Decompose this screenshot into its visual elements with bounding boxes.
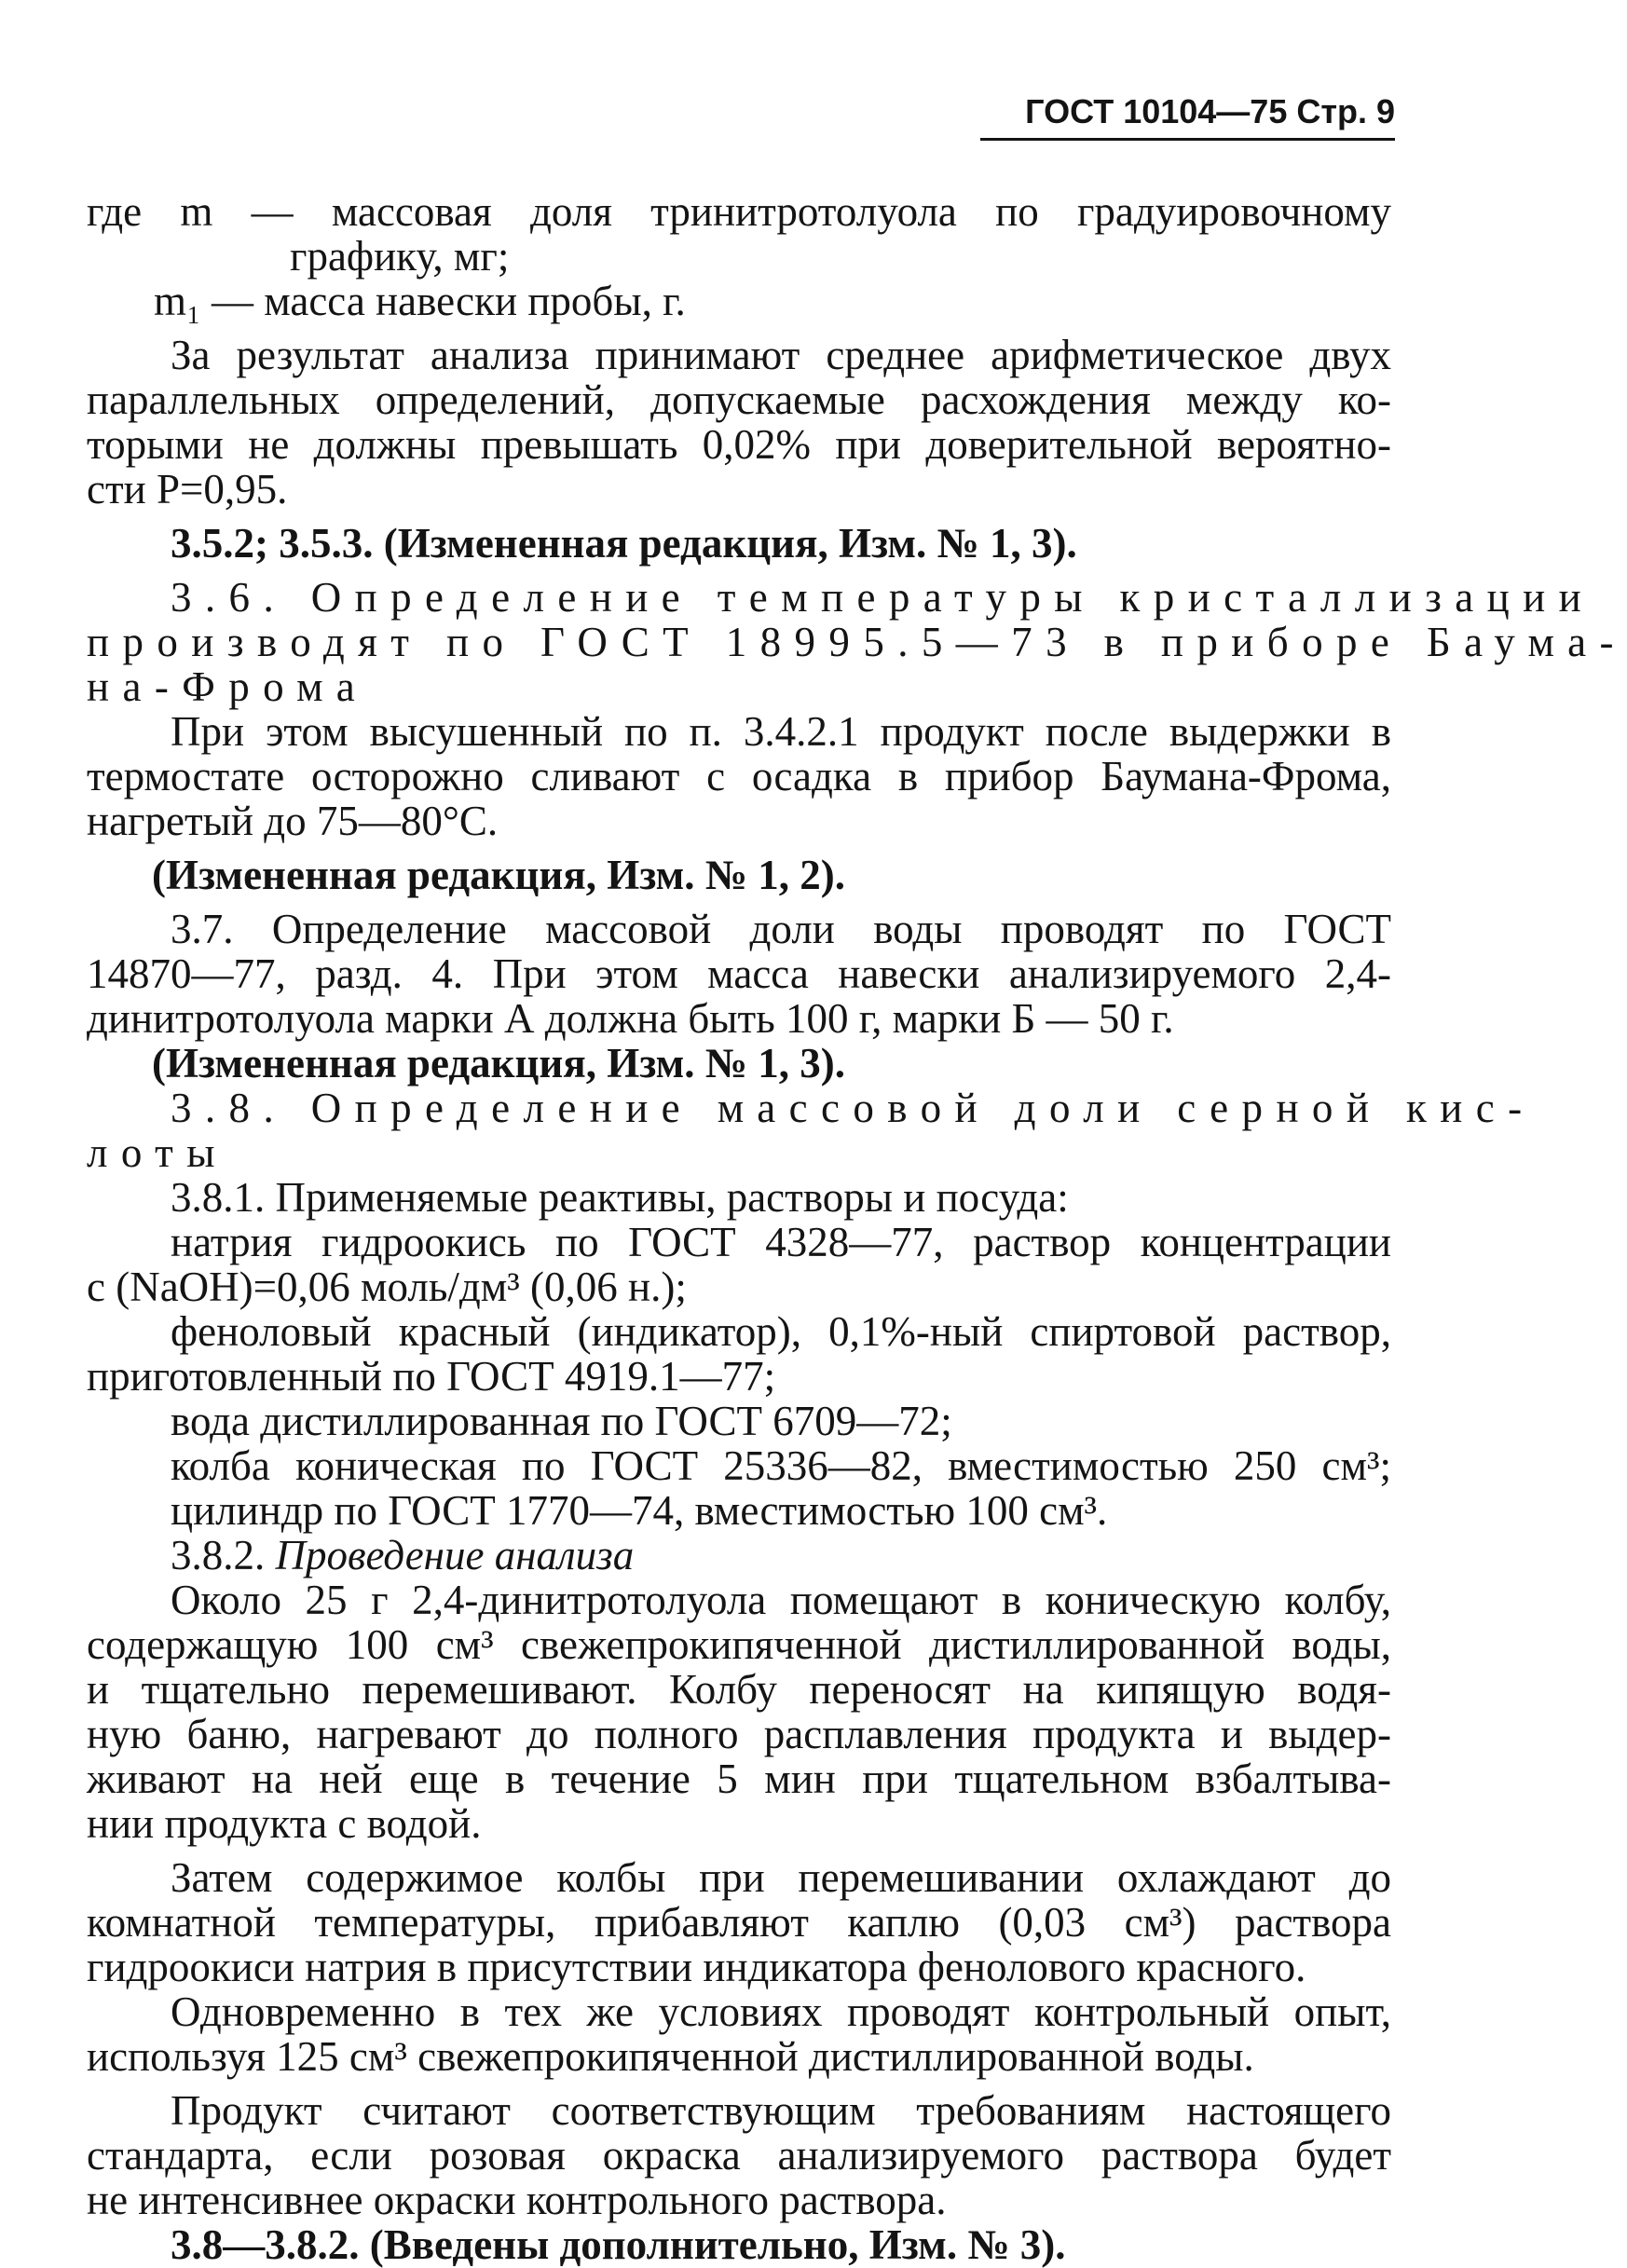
paragraph-line: При этом высушенный по п. 3.4.2.1 продукт после выдержки в — [171, 708, 1391, 755]
paragraph-line: Затем содержимое колбы при перемешивании охлаждают до — [171, 1854, 1391, 1901]
subsection-title: Проведение анализа — [275, 1532, 635, 1578]
definition-m1: m₁ — масса навески пробы, г. — [154, 278, 686, 324]
section-heading: на-Фрома — [87, 663, 369, 710]
section-heading: производят по ГОСТ 18995.5—73 в приборе Баума- — [87, 619, 1627, 665]
paragraph-line: динитротолуола марки А должна быть 100 г, марки Б — 50 г. — [87, 995, 1174, 1042]
amendment-note: 3.8—3.8.2. (Введены дополнительно, Изм. № 3). — [171, 2221, 1066, 2268]
paragraph-line: и тщательно перемешивают. Колбу переносят на кипящую водя- — [87, 1666, 1391, 1713]
paragraph-line: нии продукта с водой. — [87, 1800, 482, 1847]
paragraph-line: живают на ней еще в течение 5 мин при тщательном взбалтыва- — [87, 1756, 1391, 1802]
header-rule — [980, 138, 1395, 141]
list-item: вода дистиллированная по ГОСТ 6709—72; — [171, 1398, 952, 1444]
paragraph-line: содержащую 100 см³ свежепрокипяченной дистиллированной воды, — [87, 1621, 1391, 1668]
section-heading: 3.6. Определение температуры кристаллизации — [171, 574, 1595, 621]
paragraph-line: Продукт считают соответствующим требованиям настоящего — [171, 2087, 1391, 2134]
paragraph-line: используя 125 см³ свежепрокипяченной дистиллированной воды. — [87, 2033, 1254, 2080]
paragraph-line: стандарта, если розовая окраска анализируемого раствора будет — [87, 2132, 1391, 2179]
list-item: колба коническая по ГОСТ 25336—82, вместимостью 250 см³; — [171, 1442, 1391, 1489]
paragraph-line: гидроокиси натрия в присутствии индикатора фенолового красного. — [87, 1944, 1306, 1990]
paragraph-cooling — [87, 1855, 1391, 1989]
definition-m: где m — массовая доля тринитротолуола по градуировочному — [87, 188, 1391, 235]
section-heading: лоты — [87, 1129, 228, 1176]
paragraph-line: параллельных определений, допускаемые расхождения между ко- — [87, 376, 1391, 423]
list-item: феноловый красный (индикатор), 0,1%-ный спиртовой раствор, — [171, 1308, 1391, 1355]
paragraph-line: Одновременно в тех же условиях проводят контрольный опыт, — [171, 1988, 1391, 2035]
amendment-note: 3.5.2; 3.5.3. (Измененная редакция, Изм. № 1, 3). — [171, 520, 1077, 567]
subsection-3-8-1: 3.8.1. Применяемые реактивы, растворы и посуда: — [171, 1174, 1069, 1221]
amendment-note: (Измененная редакция, Изм. № 1, 2). — [152, 852, 846, 898]
paragraph-control — [87, 1989, 1391, 2079]
paragraph-line: 3.7. Определение массовой доли воды проводят по ГОСТ — [171, 906, 1391, 952]
paragraph-analysis — [87, 1578, 1391, 1846]
paragraph-3-6-details — [87, 709, 1391, 843]
list-item: натрия гидроокись по ГОСТ 4328—77, раствор концентрации — [171, 1219, 1391, 1265]
paragraph-line: не интенсивнее окраски контрольного раствора. — [87, 2177, 947, 2223]
reagents-list — [87, 1220, 1391, 1533]
paragraph-line: ную баню, нагревают до полного расплавления продукта и выдер- — [87, 1711, 1391, 1757]
paragraph-line: За результат анализа принимают среднее арифметическое двух — [171, 332, 1391, 378]
subsection-3-8-2 — [87, 1533, 1391, 1578]
paragraph-line: комнатной температуры, прибавляют каплю (0,03 см³) раствора — [87, 1899, 1391, 1946]
subsection-number: 3.8.2. — [171, 1532, 266, 1578]
definition-m-cont: графику, мг; — [290, 233, 510, 280]
paragraph-line: 14870—77, разд. 4. При этом масса навески анализируемого 2,4- — [87, 950, 1391, 997]
section-3-8 — [87, 1085, 1536, 1176]
section-heading: 3.8. Определение массовой доли серной кис- — [171, 1085, 1536, 1131]
section-3-7 — [87, 907, 1391, 1041]
list-item: цилиндр по ГОСТ 1770—74, вместимостью 100 см³. — [171, 1487, 1108, 1534]
page-header: ГОСТ 10104—75 Стр. 9 — [1025, 92, 1395, 130]
paragraph-conclusion — [87, 2088, 1391, 2222]
list-item-cont: приготовленный по ГОСТ 4919.1—77; — [87, 1353, 776, 1400]
document-body — [87, 188, 1627, 2268]
paragraph-line: Около 25 г 2,4-динитротолуола помещают в коническую колбу, — [171, 1577, 1391, 1623]
paragraph-line: торыми не должны превышать 0,02% при доверительной вероятно- — [87, 421, 1391, 468]
paragraph-result — [87, 333, 1391, 512]
paragraph-line: нагретый до 75—80°С. — [87, 798, 499, 844]
paragraph-line: термостате осторожно сливают с осадка в прибор Баумана-Фрома, — [87, 753, 1391, 799]
section-3-6 — [87, 574, 1627, 710]
paragraph-line: сти P=0,95. — [87, 466, 288, 512]
amendment-note: (Измененная редакция, Изм. № 1, 3). — [152, 1040, 846, 1086]
list-item-cont: с (NaOH)=0,06 моль/дм³ (0,06 н.); — [87, 1264, 687, 1310]
